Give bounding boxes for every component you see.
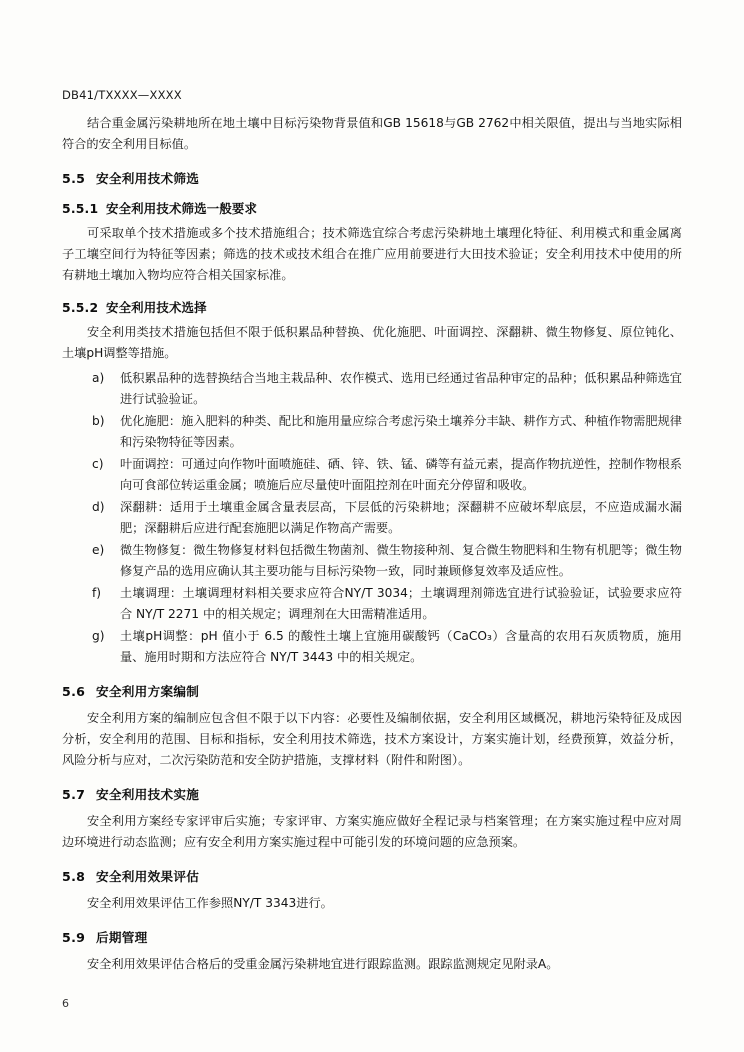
section-heading-5-7 [62,784,682,803]
list-item-text: 土壤调理：土壤调理材料相关要求应符合NY/T 3034；土壤调理剂筛选宜进行试验验证，试验要求应符合 NY/T 2271 中的相关规定；调理剂在大田需精准适用。 [120,586,682,621]
list-item [62,583,682,625]
section-title-5-9: 后期管理 [96,930,148,945]
list-item-text: 深翻耕：适用于土壤重金属含量表层高，下层低的污染耕地；深翻耕不应破坏犁底层，不应造成漏水漏肥；深翻耕后应进行配套施肥以满足作物高产需要。 [120,500,682,535]
section-number-5-9: 5.9 [62,930,86,945]
list-item-text: 低积累品种的选替换结合当地主栽品种、农作模式、选用已经通过省品种审定的品种；低积累品种筛选宜进行试验验证。 [120,371,682,406]
section-number-5-5: 5.5 [62,171,86,186]
paragraph-5-9: 安全利用效果评估合格后的受重金属污染耕地宜进行跟踪监测。跟踪监测规定见附录A。 [87,957,559,971]
list-item-text: 微生物修复：微生物修复材料包括微生物菌剂、微生物接种剂、复合微生物肥料和生物有机肥等；微生物修复产品的选用应确认其主要功能与目标污染物一致，同时兼顾修复效率及适应性。 [120,543,682,578]
list-item [62,497,682,539]
section-title-5-6: 安全利用方案编制 [96,684,200,699]
list-item-marker: a) [92,371,105,385]
section-heading-5-5 [62,168,682,187]
section-heading-5-5-2 [62,298,682,316]
section-title-5-8: 安全利用效果评估 [96,869,200,884]
list-item [62,540,682,582]
section-number-5-7: 5.7 [62,787,86,802]
paragraph-5-7: 安全利用方案经专家评审后实施；专家评审、方案实施应做好全程记录与档案管理；在方案实施过程中应对周边环境进行动态监测；应有安全利用方案实施过程中可能引发的环境问题的应急预案。 [62,814,682,849]
section-number-5-6: 5.6 [62,684,86,699]
paragraph-5-8: 安全利用效果评估工作参照NY/T 3343进行。 [87,896,333,910]
page-number: 6 [62,997,69,1010]
paragraph-5-5-2: 安全利用类技术措施包括但不限于低积累品种替换、优化施肥、叶面调控、深翻耕、微生物修复、原位钝化、土壤pH调整等措施。 [62,325,682,360]
section-heading-5-5-1 [62,199,682,217]
paragraph-5-6: 安全利用方案的编制应包含但不限于以下内容：必要性及编制依据，安全利用区域概况，耕地污染特征及成因分析，安全利用的范围、目标和指标，安全利用技术筛选，技术方案设计，方案实施计划，经费预算，效益分析，风险分析与应对，二次污染防范和安全防护措施，支撑材料（附件和附图）。 [62,711,682,767]
technique-list [62,368,682,668]
section-number-5-5-2: 5.5.2 [62,300,99,315]
section-title-5-5: 安全利用技术筛选 [96,171,200,186]
list-item [62,454,682,496]
paragraph-5-5-1: 可采取单个技术措施或多个技术措施组合；技术筛选宜综合考虑污染耕地土壤理化特征、利用模式和重金属离子工壤空间行为特征等因素；筛选的技术或技术组合在推广应用前要进行大田技术验证；安全利用技术中使用的所有耕地土壤加入物均应符合相关国家标准。 [62,226,682,282]
list-item-marker: b) [92,414,105,428]
section-number-5-8: 5.8 [62,869,86,884]
section-title-5-7: 安全利用技术实施 [96,787,200,802]
list-item-marker: g) [92,629,105,643]
list-item [62,368,682,410]
list-item [62,626,682,668]
list-item-marker: f) [92,586,102,600]
document-header-code: DB41/TXXXX—XXXX [62,88,182,102]
list-item-marker: e) [92,543,105,557]
section-title-5-5-2: 安全利用技术选择 [106,300,207,315]
page-content [62,88,682,979]
intro-paragraph: 结合重金属污染耕地所在地土壤中目标污染物背景值和GB 15618与GB 2762中相关限值，提出与当地实际相符合的安全利用目标值。 [62,116,682,151]
section-heading-5-6 [62,681,682,700]
list-item-text: 优化施肥：施入肥料的种类、配比和施用量应综合考虑污染土壤养分丰缺、耕作方式、种植作物需肥规律和污染物特征等因素。 [120,414,682,449]
list-item-text: 土壤pH调整：pH 值小于 6.5 的酸性土壤上宜施用碳酸钙（CaCO₃）含量高的农用石灰质物质，施用量、施用时期和方法应符合 NY/T 3443 中的相关规定。 [120,629,682,664]
list-item-marker: c) [92,457,104,471]
list-item-text: 叶面调控：可通过向作物叶面喷施硅、硒、锌、铁、锰、磷等有益元素，提高作物抗逆性，控制作物根系向可食部位转运重金属；喷施后应尽量使叶面阻控剂在叶面充分停留和吸收。 [120,457,682,492]
section-title-5-5-1: 安全利用技术筛选一般要求 [106,201,258,216]
list-item-marker: d) [92,500,105,514]
section-heading-5-8 [62,866,682,885]
list-item [62,411,682,453]
section-number-5-5-1: 5.5.1 [62,201,99,216]
section-heading-5-9 [62,927,682,946]
